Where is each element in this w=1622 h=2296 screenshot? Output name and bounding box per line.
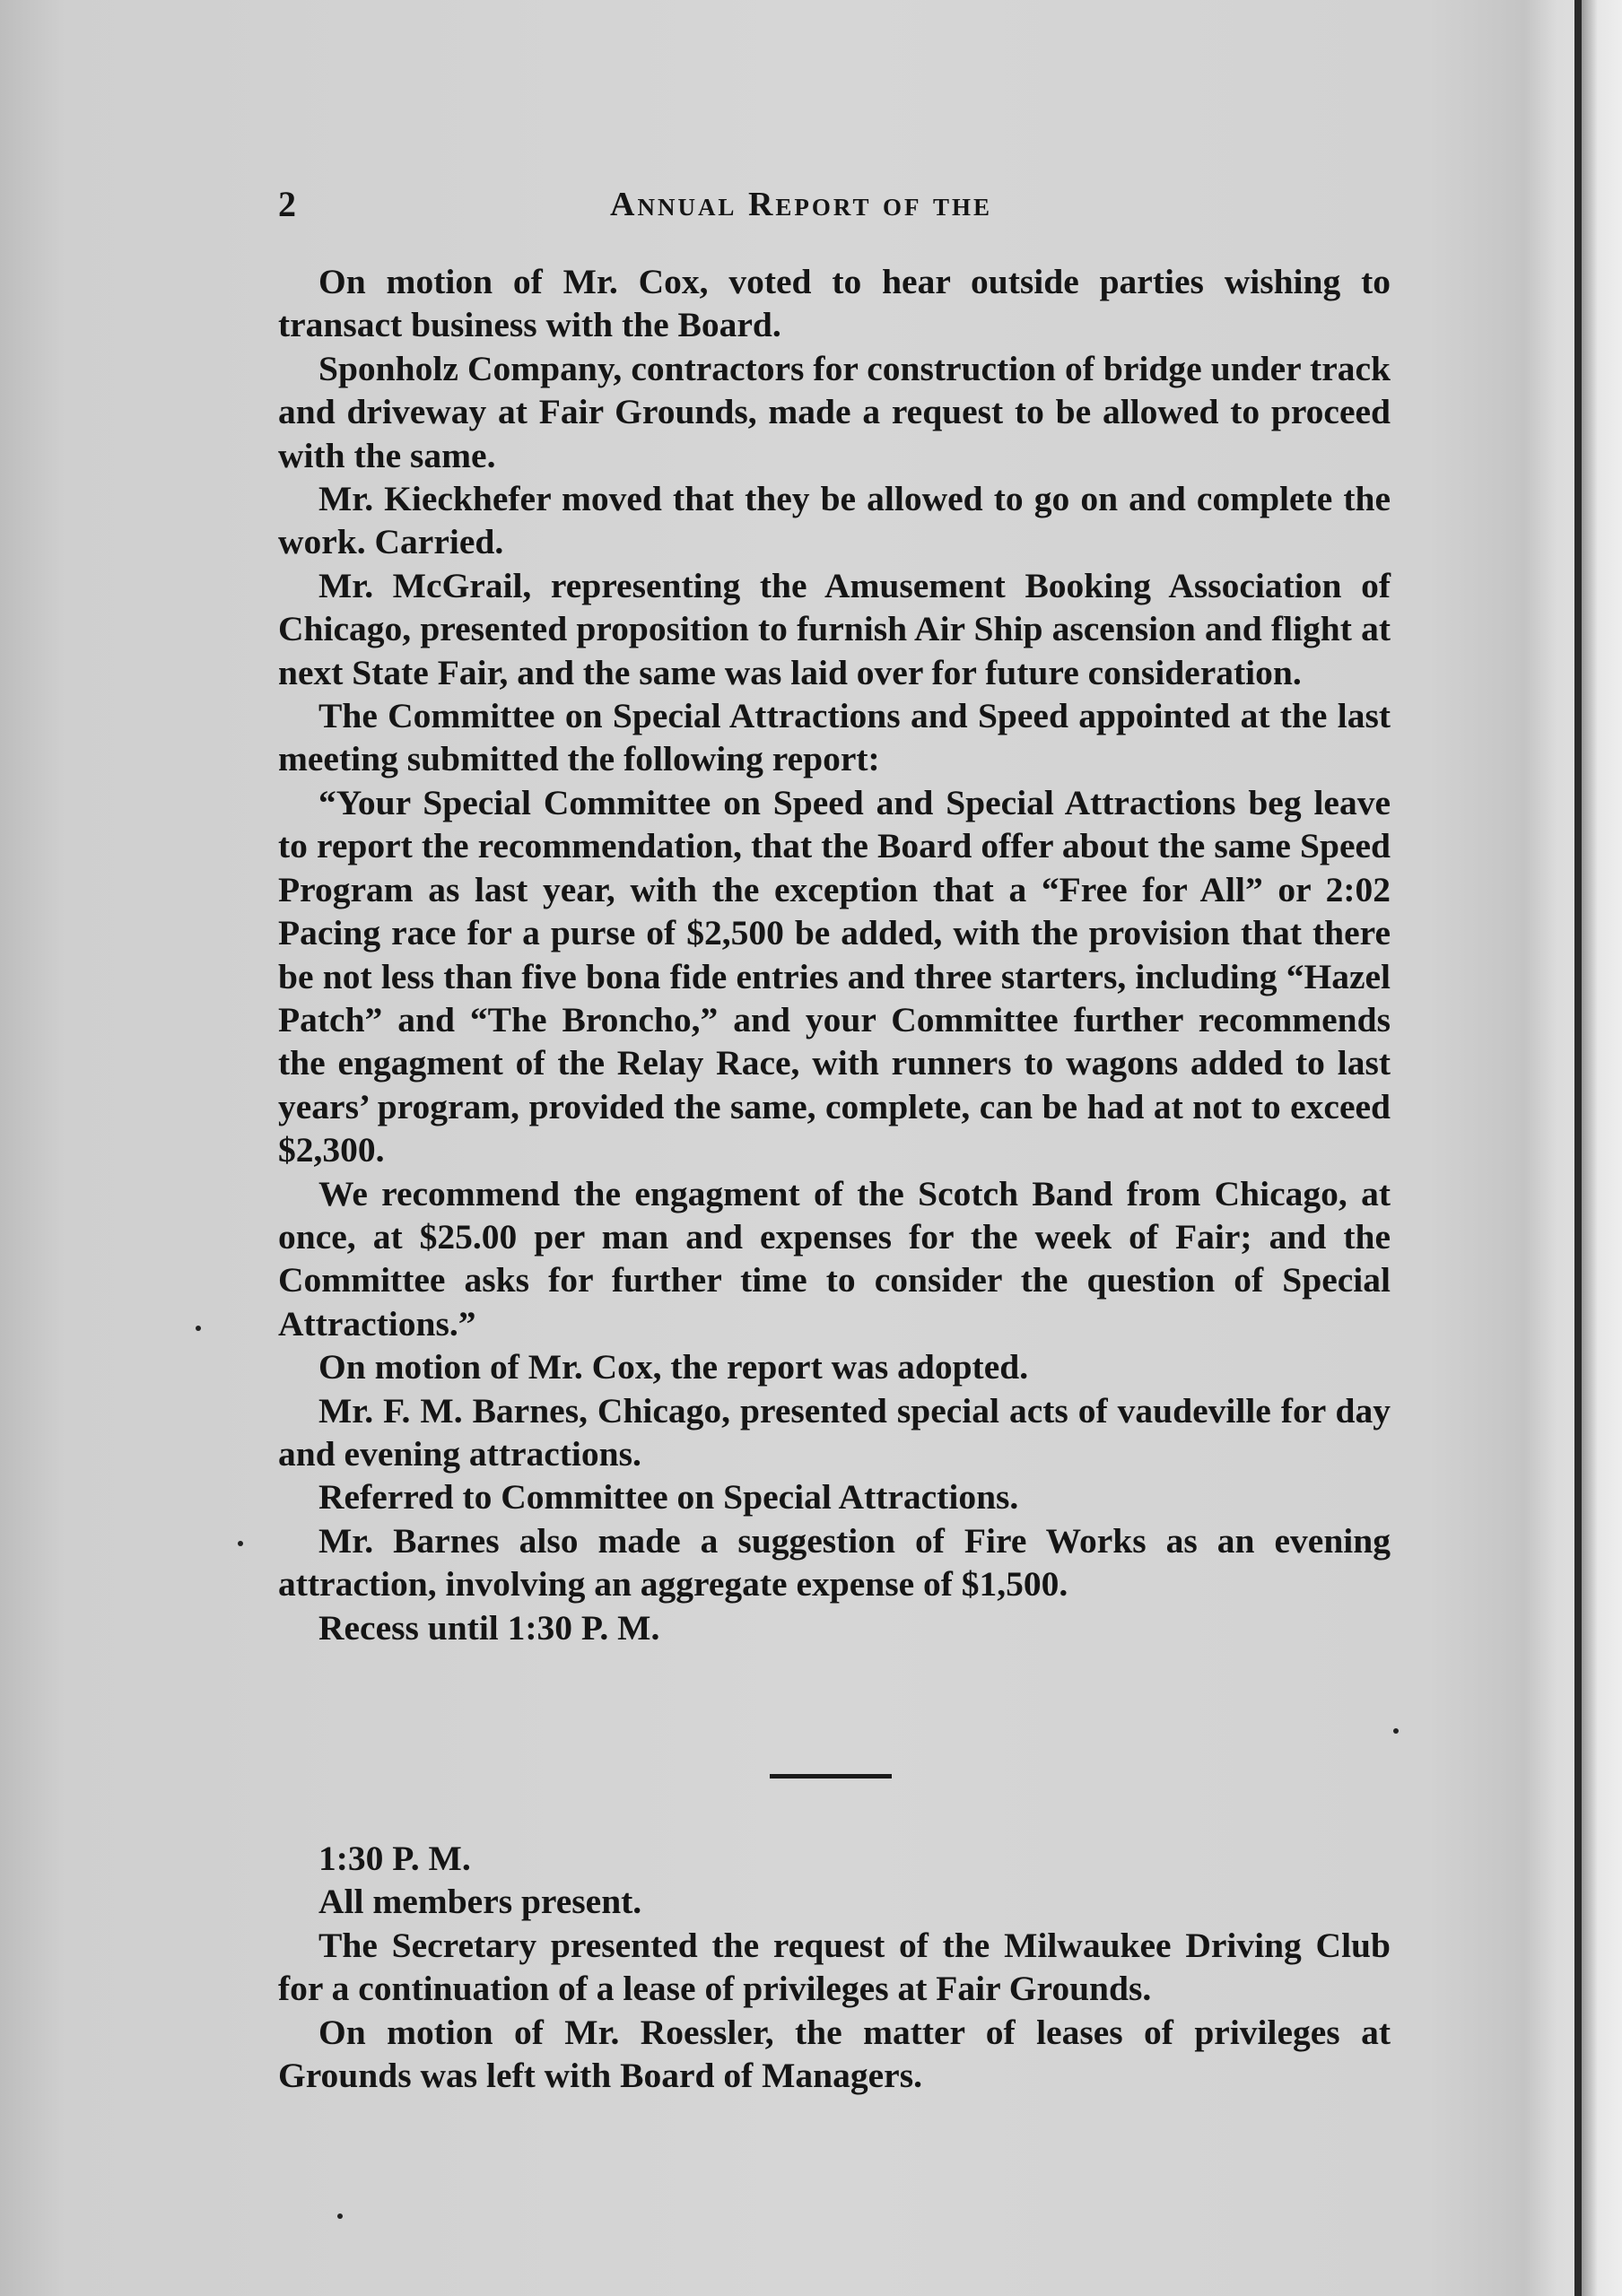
print-speck <box>196 1326 201 1331</box>
afternoon-session <box>278 1837 1391 2097</box>
section-divider <box>770 1774 892 1779</box>
paragraph: Mr. F. M. Barnes, Chicago, presented special acts of vaudeville for day and evening attractions. <box>278 1390 1391 1474</box>
print-speck <box>1393 1728 1399 1734</box>
paragraph: Mr. McGrail, representing the Amusement Booking Association of Chicago, presented proposition to furnish Air Ship ascension and flight at next State Fair, and the same was laid over for future consideration. <box>278 565 1391 692</box>
paragraph: On motion of Mr. Cox, the report was adopted. <box>318 1347 1029 1387</box>
page-header <box>278 179 1391 230</box>
paragraph: On motion of Mr. Cox, voted to hear outside parties wishing to transact business with the Board. <box>278 262 1391 345</box>
paragraph: Sponholz Company, contractors for construction of bridge under track and driveway at Fair Grounds, made a request to be allowed to proceed with the same. <box>278 348 1391 475</box>
page-edge <box>1582 0 1622 2296</box>
session-time: 1:30 P. M. <box>318 1839 471 1878</box>
paragraph: On motion of Mr. Roessler, the matter of leases of privileges at Grounds was left with Board of Managers. <box>278 2012 1391 2096</box>
paragraph: Mr. Barnes also made a suggestion of Fire Works as an evening attraction, involving an aggregate expense of $1,500. <box>278 1520 1391 1605</box>
paragraph: All members present. <box>318 1882 642 1922</box>
minutes-body <box>278 260 1391 1649</box>
paragraph: We recommend the engagment of the Scotch Band from Chicago, at once, at $25.00 per man and expenses for the week of Fair; and the Committee asks for further time to consider the question of Special Attractions.” <box>278 1173 1391 1344</box>
paragraph: Mr. Kieckhefer moved that they be allowed to go on and complete the work. Carried. <box>278 479 1391 562</box>
paragraph: The Secretary presented the request of the Milwaukee Driving Club for a continuation of a lease of privileges at Fair Grounds. <box>278 1925 1391 2009</box>
page-number: 2 <box>278 184 296 224</box>
paragraph: The Committee on Special Attractions and Speed appointed at the last meeting submitted the following report: <box>278 696 1391 779</box>
paragraph: “Your Special Committee on Speed and Special Attractions beg leave to report the recommendation, that the Board offer about the same Speed Program as last year, with the exception that a “Free for All” or 2:02 Pacing race for a purse of $2,500 be added, with the provision that there be not less than five bona fide entries and three starters, including “Hazel Patch” and “The Broncho,” and your Committee further recommends the engagment of the Relay Race, with runners to wagons added to last years’ program, provided the same, complete, can be had at not to exceed $2,300. <box>278 782 1391 1170</box>
paragraph: Recess until 1:30 P. M. <box>318 1607 660 1648</box>
print-speck <box>238 1541 243 1546</box>
running-head: Annual Report of the <box>610 186 992 223</box>
book-spine-shadow <box>1574 0 1582 2296</box>
paragraph: Referred to Committee on Special Attractions. <box>318 1477 1019 1518</box>
print-speck <box>337 2213 343 2219</box>
